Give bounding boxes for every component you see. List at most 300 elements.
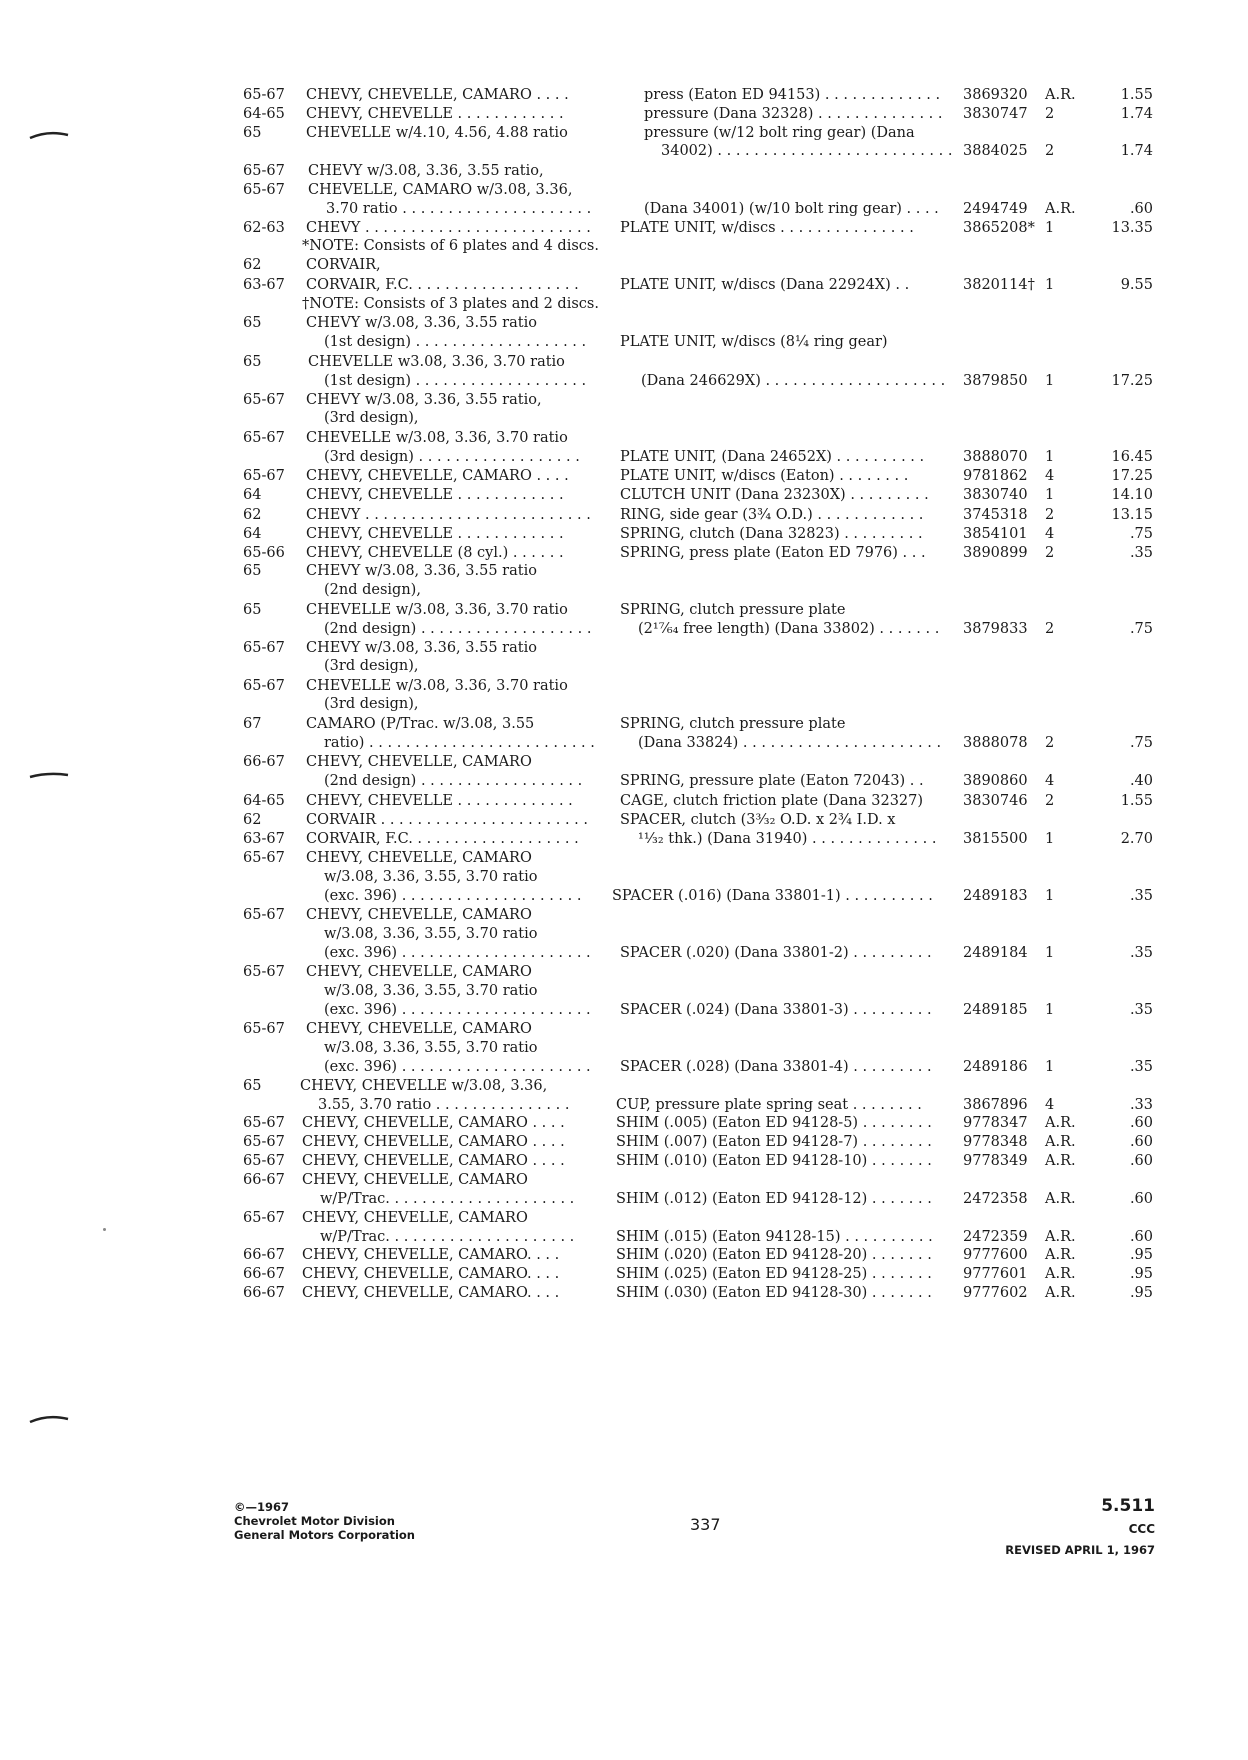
model-cell: CHEVY, CHEVELLE . . . . . . . . . . . . xyxy=(306,487,564,503)
price-cell: 2.70 xyxy=(1120,831,1153,847)
quantity-cell: A.R. xyxy=(1045,87,1076,103)
table-row xyxy=(0,255,1248,275)
table-row xyxy=(0,1000,1248,1020)
part-number-cell: 3879850 xyxy=(963,373,1028,389)
table-row xyxy=(0,656,1248,676)
price-cell: 9.55 xyxy=(1120,277,1153,293)
model-cell: CHEVELLE w/3.08, 3.36, 3.70 ratio xyxy=(306,430,568,446)
model-cell: w/P/Trac. . . . . . . . . . . . . . . . . . . . . xyxy=(320,1191,575,1207)
model-cell: CHEVELLE w/4.10, 4.56, 4.88 ratio xyxy=(306,125,568,141)
table-row xyxy=(0,85,1248,105)
year-cell: 65 xyxy=(243,125,262,141)
table-row xyxy=(0,161,1248,181)
model-cell: (3rd design), xyxy=(324,658,419,674)
model-cell: CHEVY w/3.08, 3.36, 3.55 ratio, xyxy=(308,163,544,179)
table-row xyxy=(0,752,1248,772)
table-row xyxy=(0,810,1248,830)
model-cell: (exc. 396) . . . . . . . . . . . . . . . . . . . . . xyxy=(324,945,591,961)
quantity-cell: 4 xyxy=(1045,773,1055,789)
model-cell: 3.55, 3.70 ratio . . . . . . . . . . . . . . . xyxy=(318,1097,570,1113)
table-row xyxy=(0,428,1248,448)
description-cell: SPACER (.020) (Dana 33801-2) . . . . . . . . . xyxy=(620,945,932,961)
description-cell: SHIM (.025) (Eaton ED 94128-25) . . . . . . . xyxy=(616,1266,932,1282)
model-cell: w/3.08, 3.36, 3.55, 3.70 ratio xyxy=(324,1040,538,1056)
year-cell: 65-67 xyxy=(243,640,285,656)
model-cell: CHEVY, CHEVELLE, CAMARO. . . . xyxy=(302,1266,560,1282)
model-cell: CAMARO (P/Trac. w/3.08, 3.55 xyxy=(306,716,535,732)
year-cell: 65-67 xyxy=(243,430,285,446)
model-cell: w/P/Trac. . . . . . . . . . . . . . . . . . . . . xyxy=(320,1229,575,1245)
part-number-cell: 3815500 xyxy=(963,831,1028,847)
description-cell: SPACER (.028) (Dana 33801-4) . . . . . . . . . xyxy=(620,1059,932,1075)
description-cell: pressure (w/12 bolt ring gear) (Dana xyxy=(644,125,915,141)
price-cell: 1.74 xyxy=(1120,106,1153,122)
quantity-cell: A.R. xyxy=(1045,1153,1076,1169)
model-cell: CHEVY, CHEVELLE, CAMARO . . . . xyxy=(302,1153,565,1169)
table-row xyxy=(0,123,1248,143)
year-cell: 64-65 xyxy=(243,106,285,122)
part-number-cell: 3830746 xyxy=(963,793,1028,809)
quantity-cell: A.R. xyxy=(1045,1247,1076,1263)
quantity-cell: 2 xyxy=(1045,507,1055,523)
table-row xyxy=(0,638,1248,658)
model-cell: CORVAIR, F.C. . . . . . . . . . . . . . . . . . . xyxy=(306,277,579,293)
table-row xyxy=(0,1019,1248,1039)
table-row xyxy=(0,771,1248,791)
year-cell: 66-67 xyxy=(243,1285,285,1301)
price-cell: .35 xyxy=(1129,1002,1153,1018)
description-cell: SHIM (.015) (Eaton 94128-15) . . . . . . . . . . xyxy=(616,1229,933,1245)
part-number-cell: 3865208* xyxy=(963,220,1035,236)
table-row xyxy=(0,1038,1248,1058)
table-row xyxy=(0,694,1248,714)
table-row xyxy=(0,141,1248,161)
year-cell: 65 xyxy=(243,354,262,370)
model-cell: CORVAIR . . . . . . . . . . . . . . . . . . . . . . . xyxy=(306,812,589,828)
quantity-cell: 1 xyxy=(1045,945,1055,961)
table-row xyxy=(0,561,1248,581)
price-cell: 13.35 xyxy=(1111,220,1153,236)
description-cell: SPRING, clutch pressure plate xyxy=(620,602,846,618)
table-row xyxy=(0,294,1248,314)
model-cell: 3.70 ratio . . . . . . . . . . . . . . . . . . . . . xyxy=(326,201,592,217)
description-cell: SPACER (.016) (Dana 33801-1) . . . . . . . . . . xyxy=(612,888,933,904)
table-row xyxy=(0,791,1248,811)
model-cell: (2nd design) . . . . . . . . . . . . . . . . . . . xyxy=(324,621,592,637)
model-cell: CHEVY, CHEVELLE . . . . . . . . . . . . xyxy=(306,106,564,122)
quantity-cell: 2 xyxy=(1045,793,1055,809)
model-cell: w/3.08, 3.36, 3.55, 3.70 ratio xyxy=(324,926,538,942)
table-row xyxy=(0,1189,1248,1209)
publisher-block xyxy=(234,1500,415,1542)
section-number: 5.511 xyxy=(1101,1496,1155,1516)
model-cell: CHEVELLE w/3.08, 3.36, 3.70 ratio xyxy=(306,678,568,694)
quantity-cell: 4 xyxy=(1045,526,1055,542)
table-row xyxy=(0,848,1248,868)
price-cell: 17.25 xyxy=(1111,373,1153,389)
part-number-cell: 3879833 xyxy=(963,621,1028,637)
description-cell: ¹¹⁄₃₂ thk.) (Dana 31940) . . . . . . . . . . . . . . xyxy=(638,831,937,847)
part-number-cell: 3745318 xyxy=(963,507,1028,523)
quantity-cell: 2 xyxy=(1045,106,1055,122)
quantity-cell: A.R. xyxy=(1045,1134,1076,1150)
table-row xyxy=(0,676,1248,696)
year-cell: 65-67 xyxy=(243,87,285,103)
year-cell: 65-67 xyxy=(243,468,285,484)
price-cell: 14.10 xyxy=(1111,487,1153,503)
table-row xyxy=(0,829,1248,849)
table-row xyxy=(0,199,1248,219)
quantity-cell: 2 xyxy=(1045,545,1055,561)
table-row xyxy=(0,524,1248,544)
part-number-cell: 3867896 xyxy=(963,1097,1028,1113)
price-cell: .33 xyxy=(1129,1097,1153,1113)
description-cell: SHIM (.010) (Eaton ED 94128-10) . . . . . . . xyxy=(616,1153,932,1169)
part-number-cell: 9777600 xyxy=(963,1247,1028,1263)
table-row xyxy=(0,943,1248,963)
model-cell: (exc. 396) . . . . . . . . . . . . . . . . . . . . xyxy=(324,888,582,904)
description-cell: RING, side gear (3¾ O.D.) . . . . . . . . . . . . xyxy=(620,507,924,523)
year-cell: 65 xyxy=(243,563,262,579)
quantity-cell: A.R. xyxy=(1045,201,1076,217)
table-row xyxy=(0,600,1248,620)
year-cell: 66-67 xyxy=(243,1247,285,1263)
part-number-cell: 2489184 xyxy=(963,945,1028,961)
page-number: 337 xyxy=(690,1515,721,1534)
revision-date: REVISED APRIL 1, 1967 xyxy=(1005,1543,1155,1557)
table-row xyxy=(0,962,1248,982)
table-row xyxy=(0,505,1248,525)
year-cell: 65-67 xyxy=(243,678,285,694)
price-cell: .60 xyxy=(1129,1229,1153,1245)
description-cell: CAGE, clutch friction plate (Dana 32327) xyxy=(620,793,924,809)
model-cell: CHEVY, CHEVELLE, CAMARO xyxy=(306,907,532,923)
table-row xyxy=(0,1076,1248,1096)
model-cell: CHEVY, CHEVELLE, CAMARO . . . . xyxy=(302,1115,565,1131)
table-row xyxy=(0,466,1248,486)
price-cell: 1.55 xyxy=(1120,793,1153,809)
model-cell: CHEVY w/3.08, 3.36, 3.55 ratio xyxy=(306,640,537,656)
model-cell: †NOTE: Consists of 3 plates and 2 discs. xyxy=(302,296,599,312)
part-number-cell: 2472358 xyxy=(963,1191,1028,1207)
description-cell: (Dana 34001) (w/10 bolt ring gear) . . . . xyxy=(644,201,939,217)
part-number-cell: 3884025 xyxy=(963,143,1028,159)
table-row xyxy=(0,1151,1248,1171)
year-cell: 64 xyxy=(243,487,262,503)
model-cell: CHEVY, CHEVELLE . . . . . . . . . . . . . xyxy=(306,793,573,809)
part-number-cell: 9781862 xyxy=(963,468,1028,484)
model-cell: (1st design) . . . . . . . . . . . . . . . . . . . xyxy=(324,373,587,389)
section-block xyxy=(980,1495,1155,1559)
table-row xyxy=(0,104,1248,124)
year-cell: 65-67 xyxy=(243,850,285,866)
division-name: Chevrolet Motor Division xyxy=(234,1514,395,1528)
description-cell: SPACER (.024) (Dana 33801-3) . . . . . . . . . xyxy=(620,1002,932,1018)
year-cell: 65 xyxy=(243,315,262,331)
description-cell: SHIM (.005) (Eaton ED 94128-5) . . . . . . . . xyxy=(616,1115,932,1131)
description-cell: SPACER, clutch (3³⁄₃₂ O.D. x 2¾ I.D. x xyxy=(620,812,896,828)
model-cell: (3rd design), xyxy=(324,696,419,712)
table-row xyxy=(0,1095,1248,1115)
description-cell: SPRING, pressure plate (Eaton 72043) . . xyxy=(620,773,924,789)
model-cell: CHEVY . . . . . . . . . . . . . . . . . . . . . . . . . xyxy=(306,220,591,236)
quantity-cell: 4 xyxy=(1045,1097,1055,1113)
table-row xyxy=(0,352,1248,372)
corporation-name: General Motors Corporation xyxy=(234,1528,415,1542)
part-number-cell: 3854101 xyxy=(963,526,1028,542)
model-cell: (exc. 396) . . . . . . . . . . . . . . . . . . . . . xyxy=(324,1002,591,1018)
part-number-cell: 3888070 xyxy=(963,449,1028,465)
model-cell: *NOTE: Consists of 6 plates and 4 discs. xyxy=(302,238,599,254)
part-number-cell: 3869320 xyxy=(963,87,1028,103)
table-row xyxy=(0,1264,1248,1284)
year-cell: 65-67 xyxy=(243,1210,285,1226)
year-cell: 65-67 xyxy=(243,1115,285,1131)
year-cell: 65-67 xyxy=(243,163,285,179)
description-cell: (Dana 33824) . . . . . . . . . . . . . . . . . . . . . . xyxy=(638,735,942,751)
table-row xyxy=(0,733,1248,753)
table-row xyxy=(0,981,1248,1001)
table-row xyxy=(0,924,1248,944)
model-cell: CHEVELLE w3.08, 3.36, 3.70 ratio xyxy=(308,354,565,370)
description-cell: PLATE UNIT, w/discs (Dana 22924X) . . xyxy=(620,277,910,293)
model-cell: CHEVY, CHEVELLE, CAMARO xyxy=(306,964,532,980)
table-row xyxy=(0,485,1248,505)
table-row xyxy=(0,390,1248,410)
year-cell: 64-65 xyxy=(243,793,285,809)
part-number-cell: 3890860 xyxy=(963,773,1028,789)
table-row xyxy=(0,867,1248,887)
year-cell: 64 xyxy=(243,526,262,542)
price-cell: .95 xyxy=(1129,1285,1153,1301)
year-cell: 65-66 xyxy=(243,545,285,561)
description-cell: SPRING, press plate (Eaton ED 7976) . . . xyxy=(620,545,926,561)
table-row xyxy=(0,1245,1248,1265)
price-cell: 16.45 xyxy=(1111,449,1153,465)
year-cell: 65-67 xyxy=(243,907,285,923)
table-row xyxy=(0,886,1248,906)
price-cell: .35 xyxy=(1129,1059,1153,1075)
table-row xyxy=(0,313,1248,333)
table-row xyxy=(0,332,1248,352)
table-row xyxy=(0,1170,1248,1190)
part-number-cell: 3890899 xyxy=(963,545,1028,561)
quantity-cell: A.R. xyxy=(1045,1285,1076,1301)
table-row xyxy=(0,1113,1248,1133)
description-cell: SPRING, clutch pressure plate xyxy=(620,716,846,732)
quantity-cell: A.R. xyxy=(1045,1115,1076,1131)
table-row xyxy=(0,905,1248,925)
year-cell: 66-67 xyxy=(243,754,285,770)
description-cell: SHIM (.020) (Eaton ED 94128-20) . . . . . . . xyxy=(616,1247,932,1263)
price-cell: .60 xyxy=(1129,201,1153,217)
part-number-cell: 2494749 xyxy=(963,201,1028,217)
year-cell: 62 xyxy=(243,257,262,273)
year-cell: 65-67 xyxy=(243,1153,285,1169)
model-cell: CHEVY . . . . . . . . . . . . . . . . . . . . . . . . . xyxy=(306,507,591,523)
price-cell: .35 xyxy=(1129,945,1153,961)
price-cell: .75 xyxy=(1129,526,1153,542)
part-number-cell: 2472359 xyxy=(963,1229,1028,1245)
year-cell: 62 xyxy=(243,812,262,828)
quantity-cell: A.R. xyxy=(1045,1266,1076,1282)
quantity-cell: A.R. xyxy=(1045,1191,1076,1207)
quantity-cell: 2 xyxy=(1045,735,1055,751)
price-cell: .40 xyxy=(1129,773,1153,789)
model-cell: CHEVY w/3.08, 3.36, 3.55 ratio xyxy=(306,563,537,579)
part-number-cell: 3820114† xyxy=(963,277,1035,293)
part-number-cell: 2489183 xyxy=(963,888,1028,904)
model-cell: CHEVY, CHEVELLE w/3.08, 3.36, xyxy=(300,1078,548,1094)
description-cell: PLATE UNIT, w/discs . . . . . . . . . . . . . . . xyxy=(620,220,914,236)
quantity-cell: 1 xyxy=(1045,220,1055,236)
quantity-cell: 4 xyxy=(1045,468,1055,484)
description-cell: (Dana 246629X) . . . . . . . . . . . . . . . . . . . . xyxy=(641,373,946,389)
description-cell: SHIM (.012) (Eaton ED 94128-12) . . . . . . . xyxy=(616,1191,932,1207)
price-cell: .95 xyxy=(1129,1247,1153,1263)
table-row xyxy=(0,1132,1248,1152)
model-cell: CHEVY, CHEVELLE, CAMARO . . . . xyxy=(306,87,569,103)
model-cell: CHEVY, CHEVELLE, CAMARO xyxy=(306,754,532,770)
quantity-cell: A.R. xyxy=(1045,1229,1076,1245)
table-row xyxy=(0,1283,1248,1303)
model-cell: w/3.08, 3.36, 3.55, 3.70 ratio xyxy=(324,869,538,885)
year-cell: 65-67 xyxy=(243,964,285,980)
part-number-cell: 3830747 xyxy=(963,106,1028,122)
part-number-cell: 3830740 xyxy=(963,487,1028,503)
model-cell: CHEVY, CHEVELLE, CAMARO xyxy=(302,1172,528,1188)
part-number-cell: 9778348 xyxy=(963,1134,1028,1150)
price-cell: 1.55 xyxy=(1120,87,1153,103)
price-cell: .60 xyxy=(1129,1134,1153,1150)
quantity-cell: 1 xyxy=(1045,888,1055,904)
model-cell: CHEVELLE w/3.08, 3.36, 3.70 ratio xyxy=(306,602,568,618)
model-cell: CHEVELLE, CAMARO w/3.08, 3.36, xyxy=(308,182,573,198)
description-cell: SPRING, clutch (Dana 32823) . . . . . . . . . xyxy=(620,526,923,542)
description-cell: SHIM (.030) (Eaton ED 94128-30) . . . . . . . xyxy=(616,1285,932,1301)
table-row xyxy=(0,714,1248,734)
year-cell: 65-67 xyxy=(243,392,285,408)
price-cell: .60 xyxy=(1129,1115,1153,1131)
description-cell: press (Eaton ED 94153) . . . . . . . . . . . . . xyxy=(644,87,941,103)
model-cell: (3rd design) . . . . . . . . . . . . . . . . . . xyxy=(324,449,580,465)
description-cell: CUP, pressure plate spring seat . . . . . . . . xyxy=(616,1097,922,1113)
model-cell: ratio) . . . . . . . . . . . . . . . . . . . . . . . . . xyxy=(324,735,595,751)
model-cell: CHEVY, CHEVELLE, CAMARO . . . . xyxy=(302,1134,565,1150)
year-cell: 65 xyxy=(243,602,262,618)
model-cell: CHEVY w/3.08, 3.36, 3.55 ratio, xyxy=(306,392,542,408)
model-cell: CHEVY, CHEVELLE, CAMARO . . . . xyxy=(306,468,569,484)
quantity-cell: 1 xyxy=(1045,1059,1055,1075)
table-row xyxy=(0,619,1248,639)
part-number-cell: 2489186 xyxy=(963,1059,1028,1075)
description-cell: pressure (Dana 32328) . . . . . . . . . . . . . . xyxy=(644,106,943,122)
price-cell: .35 xyxy=(1129,545,1153,561)
model-cell: CHEVY, CHEVELLE (8 cyl.) . . . . . . xyxy=(306,545,564,561)
quantity-cell: 1 xyxy=(1045,449,1055,465)
description-cell: PLATE UNIT, w/discs (8¼ ring gear) xyxy=(620,334,888,350)
price-cell: .60 xyxy=(1129,1153,1153,1169)
table-row xyxy=(0,180,1248,200)
model-cell: CHEVY, CHEVELLE, CAMARO. . . . xyxy=(302,1285,560,1301)
quantity-cell: 2 xyxy=(1045,621,1055,637)
model-cell: CHEVY, CHEVELLE, CAMARO xyxy=(302,1210,528,1226)
table-row xyxy=(0,580,1248,600)
model-cell: (2nd design) . . . . . . . . . . . . . . . . . . xyxy=(324,773,583,789)
model-cell: (exc. 396) . . . . . . . . . . . . . . . . . . . . . xyxy=(324,1059,591,1075)
quantity-cell: 1 xyxy=(1045,277,1055,293)
model-cell: CORVAIR, xyxy=(306,257,381,273)
year-cell: 63-67 xyxy=(243,277,285,293)
price-cell: .60 xyxy=(1129,1191,1153,1207)
year-cell: 63-67 xyxy=(243,831,285,847)
model-cell: w/3.08, 3.36, 3.55, 3.70 ratio xyxy=(324,983,538,999)
table-row xyxy=(0,1208,1248,1228)
model-cell: (3rd design), xyxy=(324,410,419,426)
quantity-cell: 1 xyxy=(1045,487,1055,503)
table-row xyxy=(0,275,1248,295)
table-row xyxy=(0,236,1248,256)
description-cell: PLATE UNIT, (Dana 24652X) . . . . . . . . . . xyxy=(620,449,925,465)
model-cell: CHEVY, CHEVELLE, CAMARO xyxy=(306,1021,532,1037)
table-row xyxy=(0,543,1248,563)
part-number-cell: 3888078 xyxy=(963,735,1028,751)
description-cell: 34002) . . . . . . . . . . . . . . . . . . . . . . . . . . xyxy=(661,143,953,159)
quantity-cell: 1 xyxy=(1045,1002,1055,1018)
model-cell: CHEVY w/3.08, 3.36, 3.55 ratio xyxy=(306,315,537,331)
description-cell: PLATE UNIT, w/discs (Eaton) . . . . . . . . xyxy=(620,468,909,484)
part-number-cell: 9778349 xyxy=(963,1153,1028,1169)
year-cell: 65-67 xyxy=(243,182,285,198)
price-cell: 13.15 xyxy=(1111,507,1153,523)
year-cell: 62-63 xyxy=(243,220,285,236)
table-row xyxy=(0,408,1248,428)
year-cell: 65-67 xyxy=(243,1134,285,1150)
table-row xyxy=(0,447,1248,467)
description-cell: CLUTCH UNIT (Dana 23230X) . . . . . . . . . xyxy=(620,487,929,503)
year-cell: 65-67 xyxy=(243,1021,285,1037)
description-cell: (2¹⁷⁄₆₄ free length) (Dana 33802) . . . . . . . xyxy=(638,621,940,637)
part-number-cell: 9777602 xyxy=(963,1285,1028,1301)
quantity-cell: 1 xyxy=(1045,373,1055,389)
year-cell: 66-67 xyxy=(243,1266,285,1282)
price-cell: 17.25 xyxy=(1111,468,1153,484)
model-cell: (1st design) . . . . . . . . . . . . . . . . . . . xyxy=(324,334,587,350)
model-cell: (2nd design), xyxy=(324,582,421,598)
margin-mark-bottom xyxy=(28,1412,70,1426)
quantity-cell: 2 xyxy=(1045,143,1055,159)
section-code: CCC xyxy=(1128,1522,1155,1536)
part-number-cell: 9778347 xyxy=(963,1115,1028,1131)
part-number-cell: 9777601 xyxy=(963,1266,1028,1282)
price-cell: .75 xyxy=(1129,621,1153,637)
model-cell: CHEVY, CHEVELLE, CAMARO xyxy=(306,850,532,866)
year-cell: 65 xyxy=(243,1078,262,1094)
part-number-cell: 2489185 xyxy=(963,1002,1028,1018)
year-cell: 66-67 xyxy=(243,1172,285,1188)
model-cell: CHEVY, CHEVELLE, CAMARO. . . . xyxy=(302,1247,560,1263)
model-cell: CORVAIR, F.C. . . . . . . . . . . . . . . . . . . xyxy=(306,831,579,847)
price-cell: 1.74 xyxy=(1120,143,1153,159)
table-row xyxy=(0,218,1248,238)
table-row xyxy=(0,1057,1248,1077)
year-cell: 67 xyxy=(243,716,262,732)
table-row xyxy=(0,371,1248,391)
year-cell: 62 xyxy=(243,507,262,523)
price-cell: .35 xyxy=(1129,888,1153,904)
price-cell: .75 xyxy=(1129,735,1153,751)
copyright: ©—1967 xyxy=(234,1500,290,1514)
